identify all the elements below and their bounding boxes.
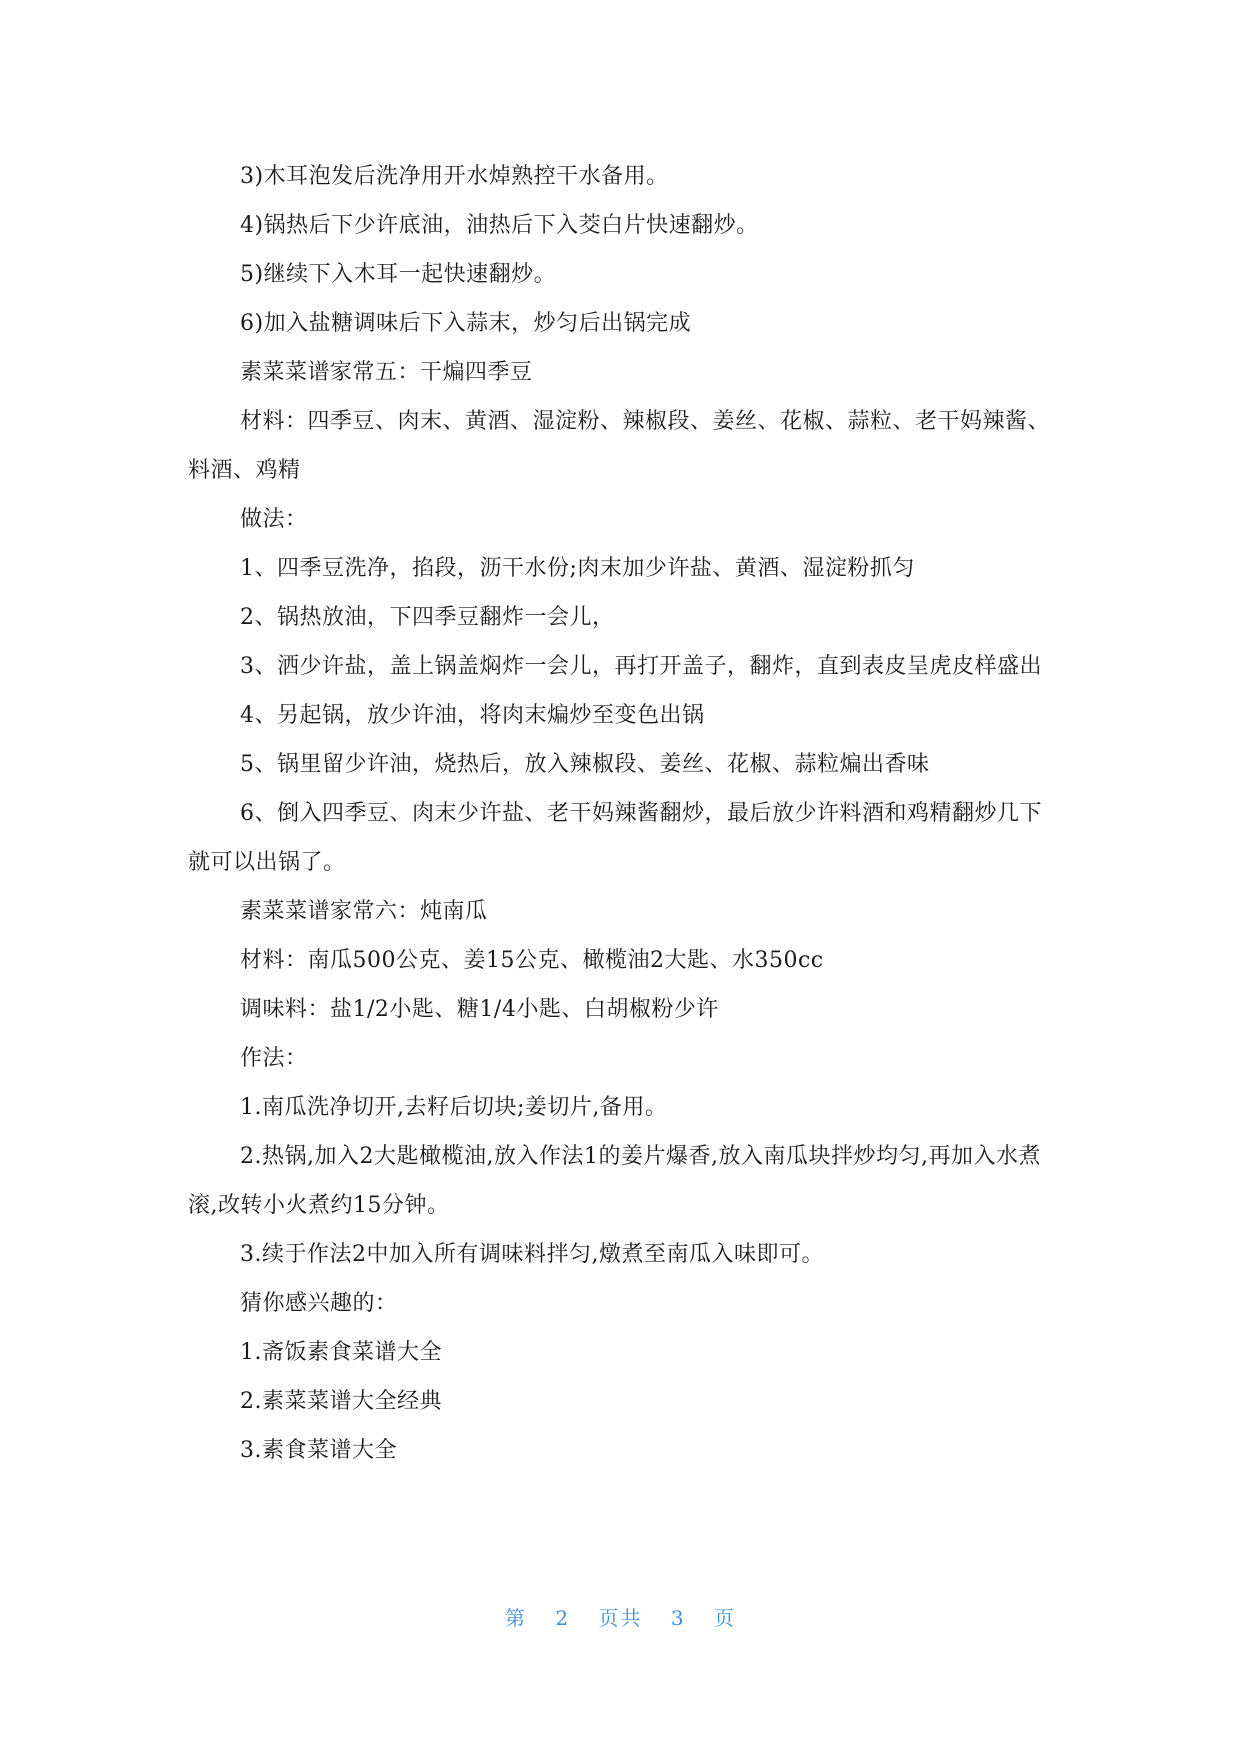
- recipe-six-step-2: 2.热锅,加入2大匙橄榄油,放入作法1的姜片爆香,放入南瓜块拌炒均匀,再加入水煮滚,改转小火煮约15分钟。: [188, 1144, 1041, 1218]
- related-heading: 猜你感兴趣的：: [240, 1291, 398, 1316]
- recipe-five-title: 素菜菜谱家常五：干煸四季豆: [240, 360, 533, 385]
- paragraph-step-3: 3)木耳泡发后洗净用开水焯熟控干水备用。: [240, 164, 669, 189]
- recipe-five-step-2: 2、锅热放油，下四季豆翻炸一会儿，: [240, 605, 615, 630]
- recipe-six-ingredients: 材料：南瓜500公克、姜15公克、橄榄油2大匙、水350cc: [240, 948, 824, 973]
- recipe-six-step-1: 1.南瓜洗净切开,去籽后切块;姜切片,备用。: [240, 1095, 668, 1120]
- document-body: [188, 152, 1050, 1475]
- recipe-five-step-3: 3、洒少许盐，盖上锅盖焖炸一会儿，再打开盖子，翻炸，直到表皮呈虎皮样盛出: [240, 654, 1042, 679]
- recipe-six-method-heading: 作法：: [240, 1046, 308, 1071]
- paragraph-step-6: 6)加入盐糖调味后下入蒜末，炒匀后出锅完成: [240, 311, 692, 336]
- recipe-six-step-3: 3.续于作法2中加入所有调味料拌匀,燉煮至南瓜入味即可。: [240, 1242, 824, 1267]
- recipe-six-seasonings: 调味料：盐1/2小匙、糖1/4小匙、白胡椒粉少许: [240, 997, 719, 1022]
- paragraph-step-5: 5)继续下入木耳一起快速翻炒。: [240, 262, 557, 287]
- recipe-five-step-1: 1、四季豆洗净，掐段，沥干水份;肉末加少许盐、黄酒、湿淀粉抓匀: [240, 556, 915, 581]
- recipe-five-ingredients: 材料：四季豆、肉末、黄酒、湿淀粉、辣椒段、姜丝、花椒、蒜粒、老干妈辣酱、料酒、鸡精: [188, 409, 1051, 483]
- page-footer: [0, 1602, 1241, 1631]
- footer-suffix: 页: [713, 1606, 736, 1630]
- paragraph-step-4: 4)锅热后下少许底油，油热后下入茭白片快速翻炒。: [240, 213, 759, 238]
- footer-prefix: 第: [505, 1606, 528, 1630]
- related-item-1: 1.斋饭素食菜谱大全: [240, 1340, 442, 1365]
- related-item-2: 2.素菜菜谱大全经典: [240, 1389, 442, 1414]
- recipe-six-title: 素菜菜谱家常六：炖南瓜: [240, 899, 488, 924]
- footer-total-pages: 3: [670, 1606, 686, 1630]
- recipe-five-step-5: 5、锅里留少许油，烧热后，放入辣椒段、姜丝、花椒、蒜粒煸出香味: [240, 752, 930, 777]
- recipe-five-step-4: 4、另起锅，放少许油，将肉末煸炒至变色出锅: [240, 703, 705, 728]
- recipe-five-step-6: 6、倒入四季豆、肉末少许盐、老干妈辣酱翻炒，最后放少许料酒和鸡精翻炒几下就可以出锅了。: [188, 801, 1042, 875]
- footer-middle: 页共: [598, 1606, 643, 1630]
- related-item-3: 3.素食菜谱大全: [240, 1438, 397, 1463]
- footer-current-page: 2: [555, 1606, 571, 1630]
- recipe-five-method-heading: 做法：: [240, 507, 308, 532]
